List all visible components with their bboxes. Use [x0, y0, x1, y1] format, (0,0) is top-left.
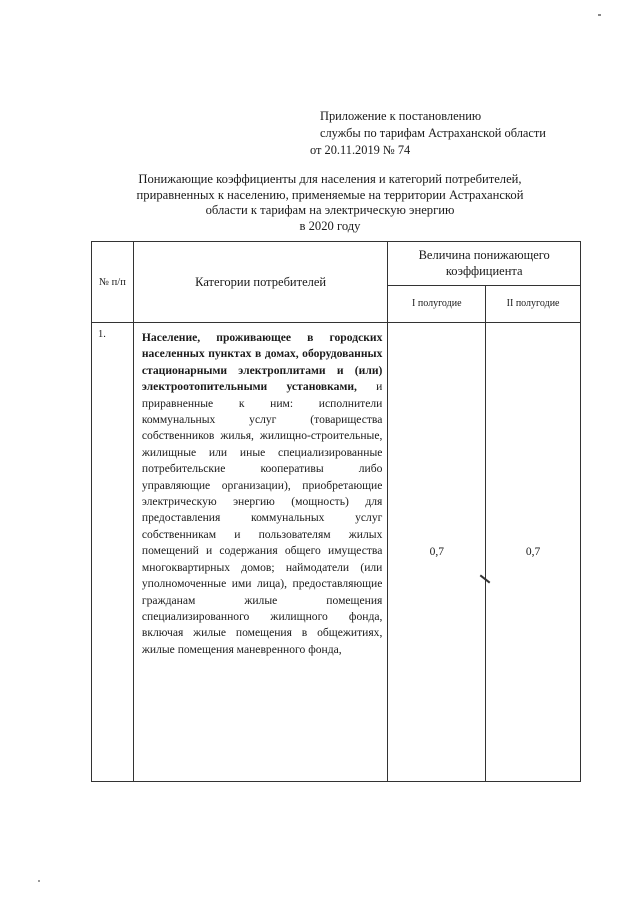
table-row [92, 323, 581, 782]
column-header-half1: I полугодие [388, 285, 486, 322]
appendix-line: Приложение к постановлению [320, 109, 482, 123]
title-line: приравненных к населению, применяемые на территории Астраханской [136, 187, 524, 202]
table-header-row [92, 242, 581, 286]
column-header-category: Категории потребителей [133, 242, 388, 323]
title-line: области к тарифам на электрическую энергию [205, 203, 455, 217]
title-year: в 2020 году [299, 218, 361, 233]
coefficients-table [91, 241, 581, 782]
appendix-date-number: от 20.11.2019 № 74 [310, 143, 411, 157]
column-header-coefficient: Величина понижающего коэффициента [388, 242, 581, 286]
scan-speck [598, 14, 601, 16]
scan-speck [38, 880, 40, 882]
document-title [70, 172, 590, 234]
row-category [133, 323, 388, 782]
category-text: и приравненные к ним: исполнители коммунальных услуг (товарищества собственников жилья, жилищно-строительные, жилищные или иные специализированные потребительские кооперативы либо управляющие организации), приобретающие электрическую энергию (мощность) для предоставления коммунальных услуг собственникам и пользователям жилых помещений и содержания общего имущества многоквартирных домов; наймодатели (или уполномоченные ими лица), предоставляющие гражданам жилые помещения специализированного жилищного фонда, включая жилые помещения в общежитиях, жилые помещения маневренного фонда, [141, 380, 383, 656]
category-bold-text: Население, проживающее в городских населенных пунктах в домах, оборудованных стационарными электроплитами и (или) электроотопительными установками, [141, 331, 383, 394]
row-value-half2: 0,7 [486, 323, 581, 782]
appendix-line: службы по тарифам Астраханской области [320, 126, 546, 140]
title-line: Понижающие коэффициенты для населения и категорий потребителей, [138, 172, 522, 186]
column-header-number: № п/п [92, 242, 134, 323]
row-number: 1. [92, 323, 134, 782]
appendix-header [300, 108, 620, 159]
row-value-half1: 0,7 [388, 323, 486, 782]
column-header-half2: II полугодие [486, 285, 581, 322]
